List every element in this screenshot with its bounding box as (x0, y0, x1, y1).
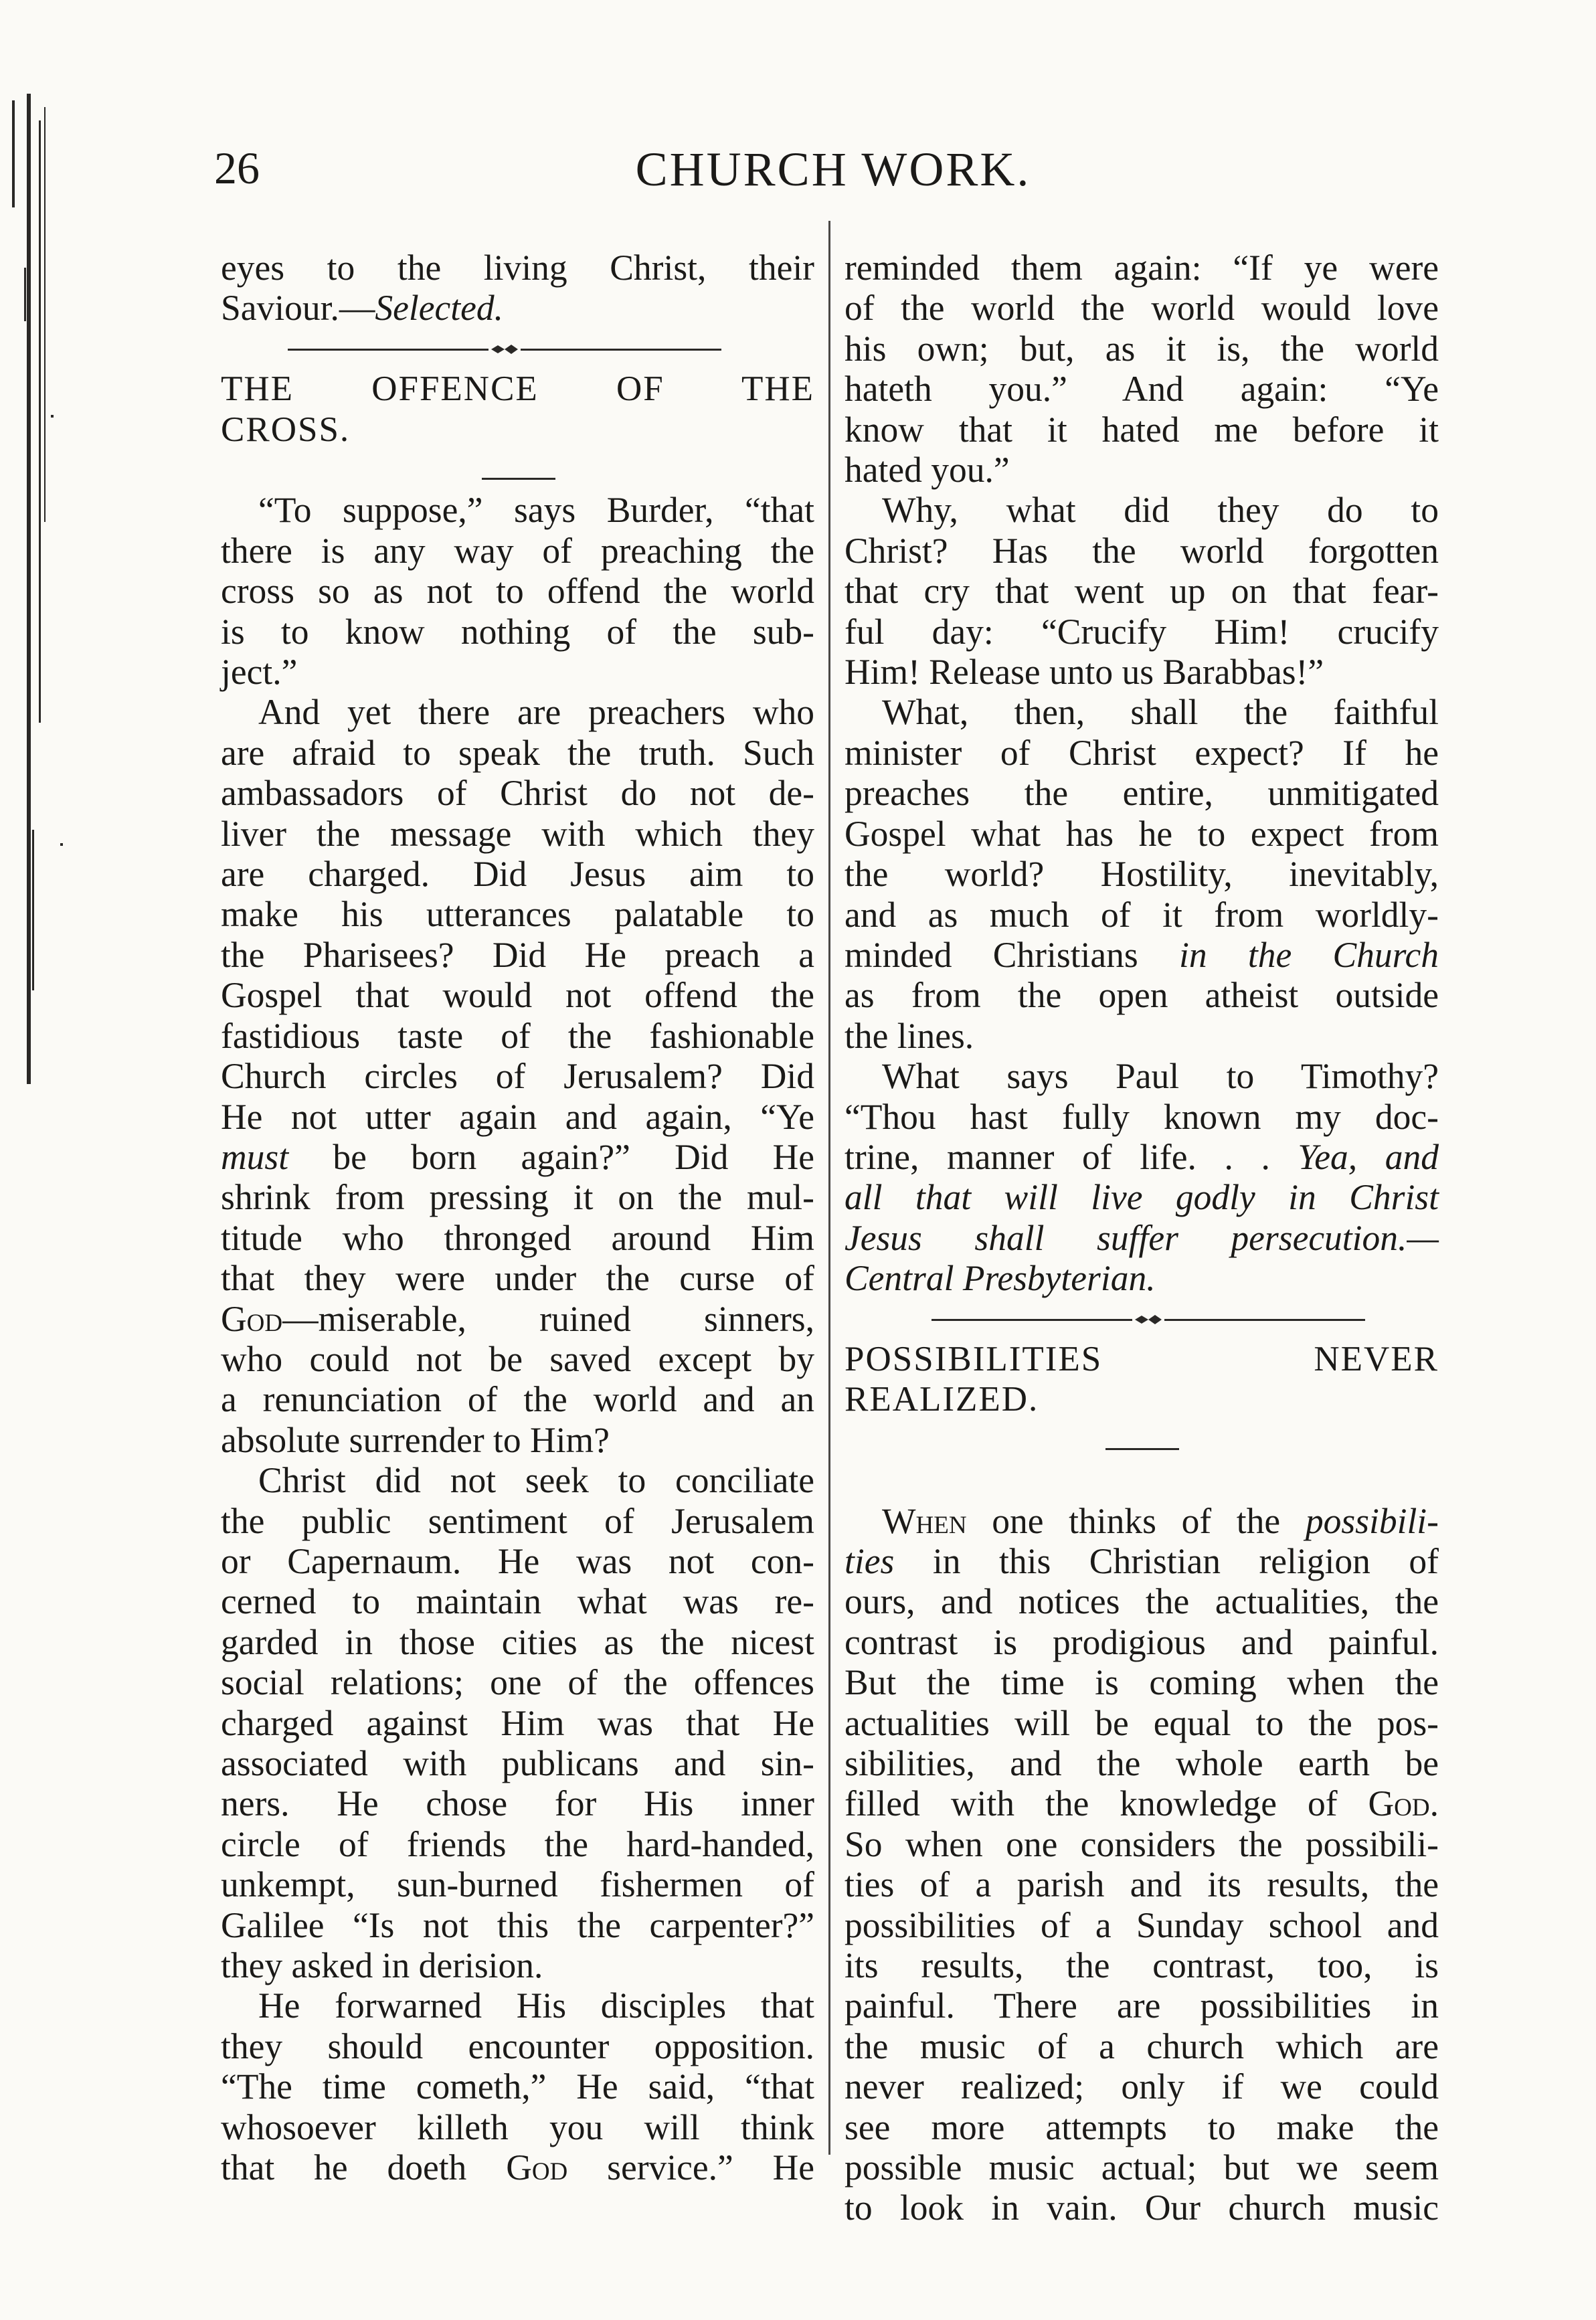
attribution-central-presbyterian: Central Presbyterian. (845, 1258, 1156, 1299)
paragraph-burder-quote: “To suppose,” says Burder, “that there is any way of preaching the cross so as not to offend the world is to know nothing of the sub- ject.” (221, 490, 814, 693)
paragraph-possibilities: When one thinks of the possibili- ties in this Christian religion of ours, and notices the actualities, the contrast is prodigious and painful. But the time is coming when the actualities will be equal to the pos- sibilities, and the whole earth be filled with the knowledge of God. So when one considers the possibili- ties of a parish and its results, the possibilities of a Sunday school and its results, the contrast, too, is painful. There are possibilities in the music of a church which are never realized; only if we could see more attempts to make the possible music actual; but we seem to look in vain. Our church music (845, 1500, 1439, 2228)
heading-rule (221, 450, 814, 490)
section-ornament (221, 329, 814, 369)
paragraph-preachers: And yet there are preachers who are afraid to speak the truth. Such ambassadors of Christ do not de- liver the message with which they are charged. Did Jesus aim to make his utterances palatable to the Pharisees? Did He preach a Gospel that would not offend the fastidious taste of the fashionable Church circles of Jerusalem? Did He not utter again and again, “Ye must be born again?” Did He shrink from pressing it on the mul- titude who thronged around Him that they were under the curse of God—miserable, ruined sinners, who could not be saved except by a renunciation of the world and an absolute surrender to Him? (221, 692, 814, 1460)
page-number: 26 (214, 143, 260, 193)
right-column (845, 248, 1439, 2228)
heading-rule (845, 1420, 1439, 1460)
attribution-selected: Saviour.—Selected. (221, 288, 503, 329)
paragraph-faithful-minister: What, then, shall the faithful minister of Christ expect? If he preaches the entire, unmitigated Gospel what has he to expect from the world? Hostility, inevitably, and as much of it from worldly- minded Christians in the Church as from the open atheist outside the lines. (845, 692, 1439, 1056)
page-header (214, 142, 1452, 209)
paragraph-continuation: eyes to the living Christ, their Saviour.—Selected. (221, 248, 814, 329)
section-heading-possibilities-never-realized: POSSIBILITIES NEVER REALIZED. (845, 1339, 1439, 1419)
paragraph-conciliate: Christ did not seek to conciliate the public sentiment of Jerusalem or Capernaum. He was not con- cerned to maintain what was re- garded in those cities as the nicest social relations; one of the offences charged against Him was that He associated with publicans and sin- ners. He chose for His inner circle of friends the hard-handed, unkempt, sun-burned fishermen of Galilee “Is not this the carpenter?” they asked in derision. (221, 1460, 814, 1986)
paragraph-reminded: reminded them again: “If ye were of the world the world would love his own; but, as it is, the world hateth you.” And again: “Ye know that it hated me before it hated you.” (845, 248, 1439, 490)
section-heading-offence-of-the-cross: THE OFFENCE OF THE CROSS. (221, 369, 814, 449)
left-column (221, 248, 814, 2188)
column-divider (828, 221, 830, 2155)
paragraph-paul-to-timothy: What says Paul to Timothy? “Thou hast fully known my doc- trine, manner of life. . . Yea, and all that will live godly in Christ Jesus shall suffer persecution.— Central Presbyterian. (845, 1056, 1439, 1299)
binding-edge-marks (0, 94, 80, 1097)
running-title: CHURCH WORK. (635, 143, 1031, 196)
section-ornament (845, 1299, 1439, 1339)
paragraph-crucify: Why, what did they do to Christ? Has the world forgotten that cry that went up on that fear- ful day: “Crucify Him! crucify Him! Release unto us Barabbas!” (845, 490, 1439, 693)
paragraph-forwarned: He forwarned His disciples that they should encounter opposition. “The time cometh,” He said, “that whosoever killeth you will think that he doeth God service.” He (221, 1985, 814, 2188)
